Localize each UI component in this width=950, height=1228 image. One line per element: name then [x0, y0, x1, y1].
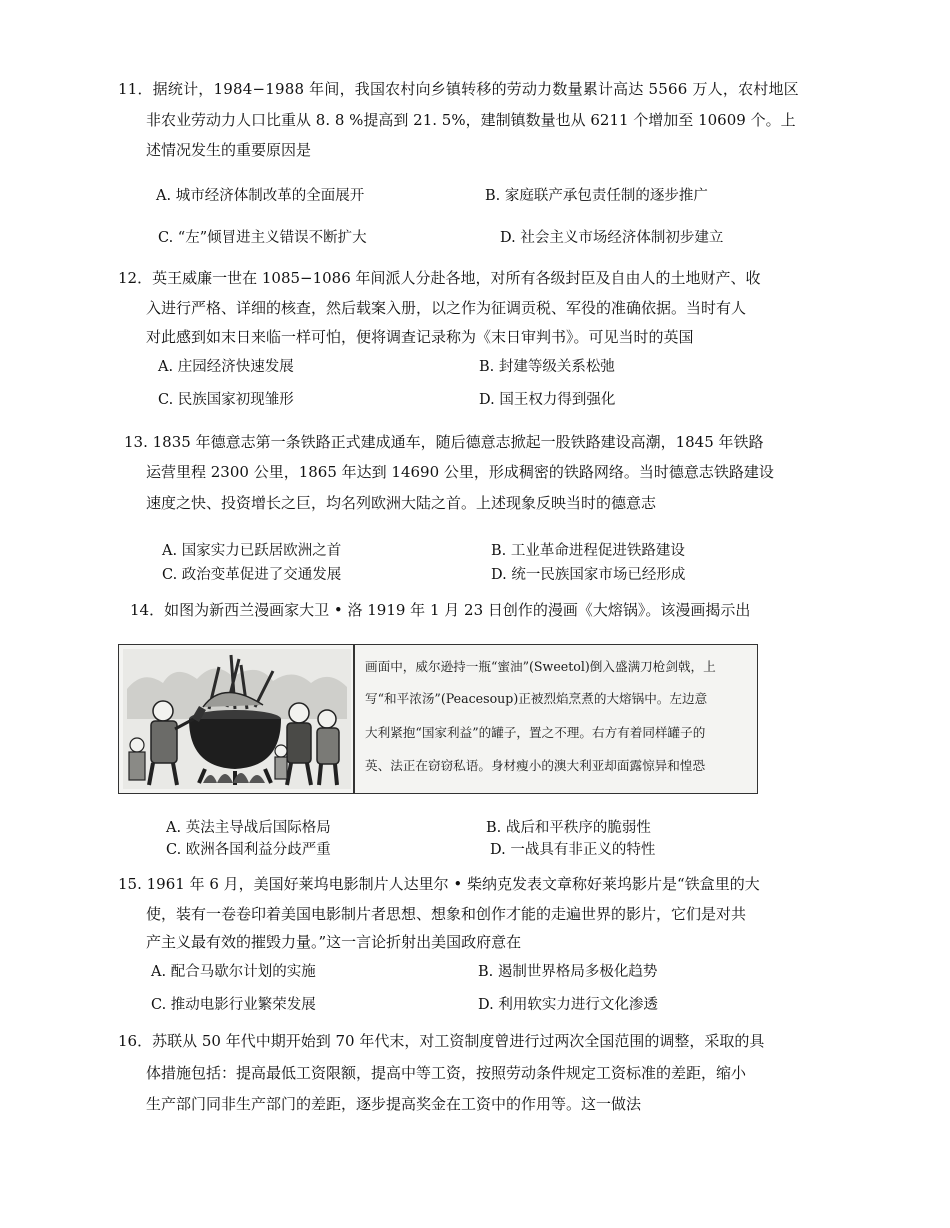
option-c[interactable]: C. “左”倾冒进主义错误不断扩大 [158, 230, 367, 246]
option-b[interactable]: B. 战后和平秩序的脆弱性 [486, 820, 651, 836]
cartoon-caption-line: 英、法正在窃窃私语。身材瘦小的澳大利亚却面露惊异和惶恐 [365, 758, 706, 773]
question-stem-line: 产主义最有效的摧毁力量。”这一言论折射出美国政府意在 [146, 933, 522, 951]
option-c[interactable]: C. 欧洲各国利益分歧严重 [166, 842, 331, 858]
question-stem-line: 非农业劳动力人口比重从 8. 8 %提高到 21. 5%，建制镇数量也从 6211 个增加至 10609 个。上 [146, 111, 796, 129]
option-a[interactable]: A. 配合马歇尔计划的实施 [151, 964, 316, 980]
cartoon-caption-line: 画面中，威尔逊持一瓶“蜜油”(Sweetol)倒入盛满刀枪剑戟，上 [365, 659, 716, 674]
option-d[interactable]: D. 社会主义市场经济体制初步建立 [500, 230, 724, 246]
option-b[interactable]: B. 遏制世界格局多极化趋势 [478, 964, 658, 980]
question-stem-line: 16．苏联从 50 年代中期开始到 70 年代末，对工资制度曾进行过两次全国范围的调整，采取的具 [118, 1032, 765, 1050]
question-stem-line: 12．英王威廉一世在 1085−1086 年间派人分赴各地，对所有各级封臣及自由人的土地财产、收 [118, 269, 761, 287]
question-stem-line: 13. 1835 年德意志第一条铁路正式建成通车，随后德意志掀起一股铁路建设高潮，1845 年铁路 [124, 433, 764, 451]
option-b[interactable]: B. 家庭联产承包责任制的逐步推广 [485, 188, 708, 204]
question-stem-line: 对此感到如末日来临一样可怕，便将调查记录称为《末日审判书》。可见当时的英国 [146, 328, 694, 346]
question-stem-line: 述情况发生的重要原因是 [146, 141, 312, 159]
melting-pot-drawing [123, 649, 351, 789]
question-stem-line: 体措施包括：提高最低工资限额，提高中等工资，按照劳动条件规定工资标准的差距，缩小 [146, 1064, 747, 1082]
option-d[interactable]: D. 利用软实力进行文化渗透 [478, 997, 658, 1013]
question-stem-line: 速度之快、投资增长之巨，均名列欧洲大陆之首。上述现象反映当时的德意志 [146, 494, 657, 512]
option-d[interactable]: D. 国王权力得到强化 [479, 392, 616, 408]
option-a[interactable]: A. 国家实力已跃居欧洲之首 [162, 543, 342, 559]
option-d[interactable]: D. 统一民族国家市场已经形成 [491, 567, 686, 583]
option-a[interactable]: A. 庄园经济快速发展 [158, 359, 294, 375]
option-d[interactable]: D. 一战具有非正义的特性 [490, 842, 656, 858]
option-c[interactable]: C. 民族国家初现雏形 [158, 392, 294, 408]
question-stem-line: 11．据统计，1984−1988 年间，我国农村向乡镇转移的劳动力数量累计高达 5566 万人，农村地区 [118, 80, 799, 98]
question-stem-line: 15. 1961 年 6 月，美国好莱坞电影制片人达里尔 • 柴纳克发表文章称好莱坞影片是“铁盒里的大 [118, 875, 760, 893]
cartoon-caption-line: 写“和平浓汤”(Peacesoup)正被烈焰烹煮的大熔锅中。左边意 [365, 691, 708, 706]
question-stem-line: 运营里程 2300 公里，1865 年达到 14690 公里，形成稠密的铁路网络。当时德意志铁路建设 [146, 463, 774, 481]
option-b[interactable]: B. 工业革命进程促进铁路建设 [491, 543, 685, 559]
cartoon-caption-line: 大利紧抱“国家利益”的罐子，置之不理。右方有着同样罐子的 [365, 725, 706, 740]
question-stem-line: 14．如图为新西兰漫画家大卫 • 洛 1919 年 1 月 23 日创作的漫画《大熔锅》。该漫画揭示出 [130, 601, 751, 619]
option-a[interactable]: A. 城市经济体制改革的全面展开 [156, 188, 365, 204]
question-stem-line: 生产部门同非生产部门的差距，逐步提高奖金在工资中的作用等。这一做法 [146, 1095, 642, 1113]
option-c[interactable]: C. 推动电影行业繁荣发展 [151, 997, 316, 1013]
cartoon-illustration [123, 649, 351, 789]
cartoon-divider [353, 645, 355, 793]
option-a[interactable]: A. 英法主导战后国际格局 [166, 820, 331, 836]
cartoon-figure [118, 644, 758, 794]
option-c[interactable]: C. 政治变革促进了交通发展 [162, 567, 342, 583]
option-b[interactable]: B. 封建等级关系松弛 [479, 359, 615, 375]
question-stem-line: 使，装有一卷卷印着美国电影制片者思想、想象和创作才能的走遍世界的影片，它们是对共 [146, 905, 747, 923]
question-stem-line: 入进行严格、详细的核查，然后载案入册，以之作为征调贡税、军役的准确依据。当时有人 [146, 299, 747, 317]
